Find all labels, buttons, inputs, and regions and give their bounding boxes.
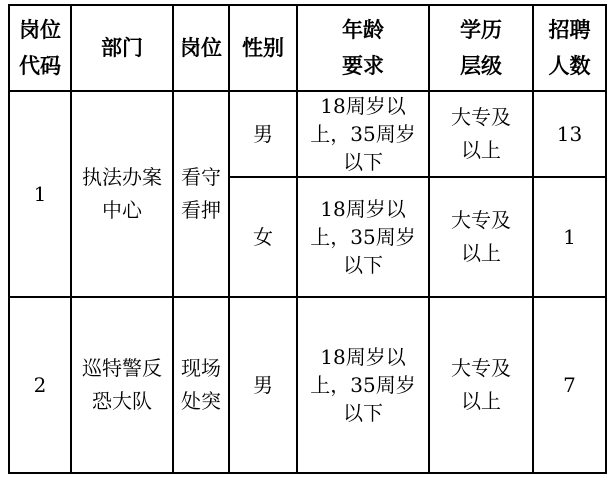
row-1a-gender: 男 bbox=[229, 91, 297, 177]
row-1b-age bbox=[297, 177, 429, 297]
row-2-age-line-3: 以下 bbox=[343, 401, 383, 425]
row-1a-education-line-1: 大专及 bbox=[451, 105, 511, 129]
header-education bbox=[429, 5, 533, 91]
row-1a-age-line-3: 以下 bbox=[343, 150, 383, 174]
row-2-age bbox=[297, 297, 429, 473]
row-1a-age bbox=[297, 91, 429, 177]
header-code-line-1: 岗位 bbox=[19, 18, 61, 42]
row-2-code: 2 bbox=[9, 297, 71, 473]
header-department: 部门 bbox=[71, 5, 173, 91]
row-2-age-line-2: 上，35周岁 bbox=[310, 373, 416, 397]
table-row bbox=[9, 297, 606, 473]
row-1b-education bbox=[429, 177, 533, 297]
row-2-department bbox=[71, 297, 173, 473]
header-row bbox=[9, 5, 606, 91]
row-2-education-line-1: 大专及 bbox=[451, 356, 511, 380]
row-2-position bbox=[173, 297, 229, 473]
row-2-gender: 男 bbox=[229, 297, 297, 473]
row-1a-age-line-1: 18周岁以 bbox=[320, 94, 406, 118]
header-age bbox=[297, 5, 429, 91]
header-code-line-2: 代码 bbox=[19, 54, 61, 78]
header-age-line-2: 要求 bbox=[342, 54, 384, 78]
row-2-department-line-2: 恐大队 bbox=[92, 389, 152, 413]
row-1a-count: 13 bbox=[533, 91, 606, 177]
row-2-age-line-1: 18周岁以 bbox=[320, 345, 406, 369]
row-1-department bbox=[71, 91, 173, 297]
header-education-line-2: 层级 bbox=[460, 54, 502, 78]
header-position: 岗位 bbox=[173, 5, 229, 91]
row-1b-education-line-2: 以上 bbox=[461, 241, 501, 265]
recruitment-table bbox=[8, 4, 607, 474]
row-1a-age-line-2: 上，35周岁 bbox=[310, 122, 416, 146]
row-1b-age-line-3: 以下 bbox=[343, 253, 383, 277]
row-1b-education-line-1: 大专及 bbox=[451, 208, 511, 232]
row-1b-age-line-2: 上，35周岁 bbox=[310, 225, 416, 249]
row-1-department-line-2: 中心 bbox=[102, 198, 142, 222]
row-1-department-line-1: 执法办案 bbox=[82, 165, 162, 189]
header-count-line-1: 招聘 bbox=[548, 18, 591, 42]
row-1a-education bbox=[429, 91, 533, 177]
header-education-line-1: 学历 bbox=[460, 18, 502, 42]
header-age-line-1: 年龄 bbox=[342, 18, 384, 42]
row-1-position-line-2: 看押 bbox=[181, 198, 221, 222]
header-code bbox=[9, 5, 71, 91]
row-2-education bbox=[429, 297, 533, 473]
row-2-department-line-1: 巡特警反 bbox=[82, 356, 162, 380]
table-row bbox=[9, 91, 606, 177]
row-2-position-line-2: 处突 bbox=[181, 389, 221, 413]
header-gender: 性别 bbox=[229, 5, 297, 91]
header-count bbox=[533, 5, 606, 91]
row-1b-count: 1 bbox=[533, 177, 606, 297]
row-1-code: 1 bbox=[9, 91, 71, 297]
row-2-count: 7 bbox=[533, 297, 606, 473]
row-1a-education-line-2: 以上 bbox=[461, 138, 501, 162]
row-1-position-line-1: 看守 bbox=[181, 165, 221, 189]
row-2-position-line-1: 现场 bbox=[181, 356, 221, 380]
row-1b-gender: 女 bbox=[229, 177, 297, 297]
row-1-position bbox=[173, 91, 229, 297]
row-1b-age-line-1: 18周岁以 bbox=[320, 197, 406, 221]
row-2-education-line-2: 以上 bbox=[461, 389, 501, 413]
header-count-line-2: 人数 bbox=[548, 54, 591, 78]
